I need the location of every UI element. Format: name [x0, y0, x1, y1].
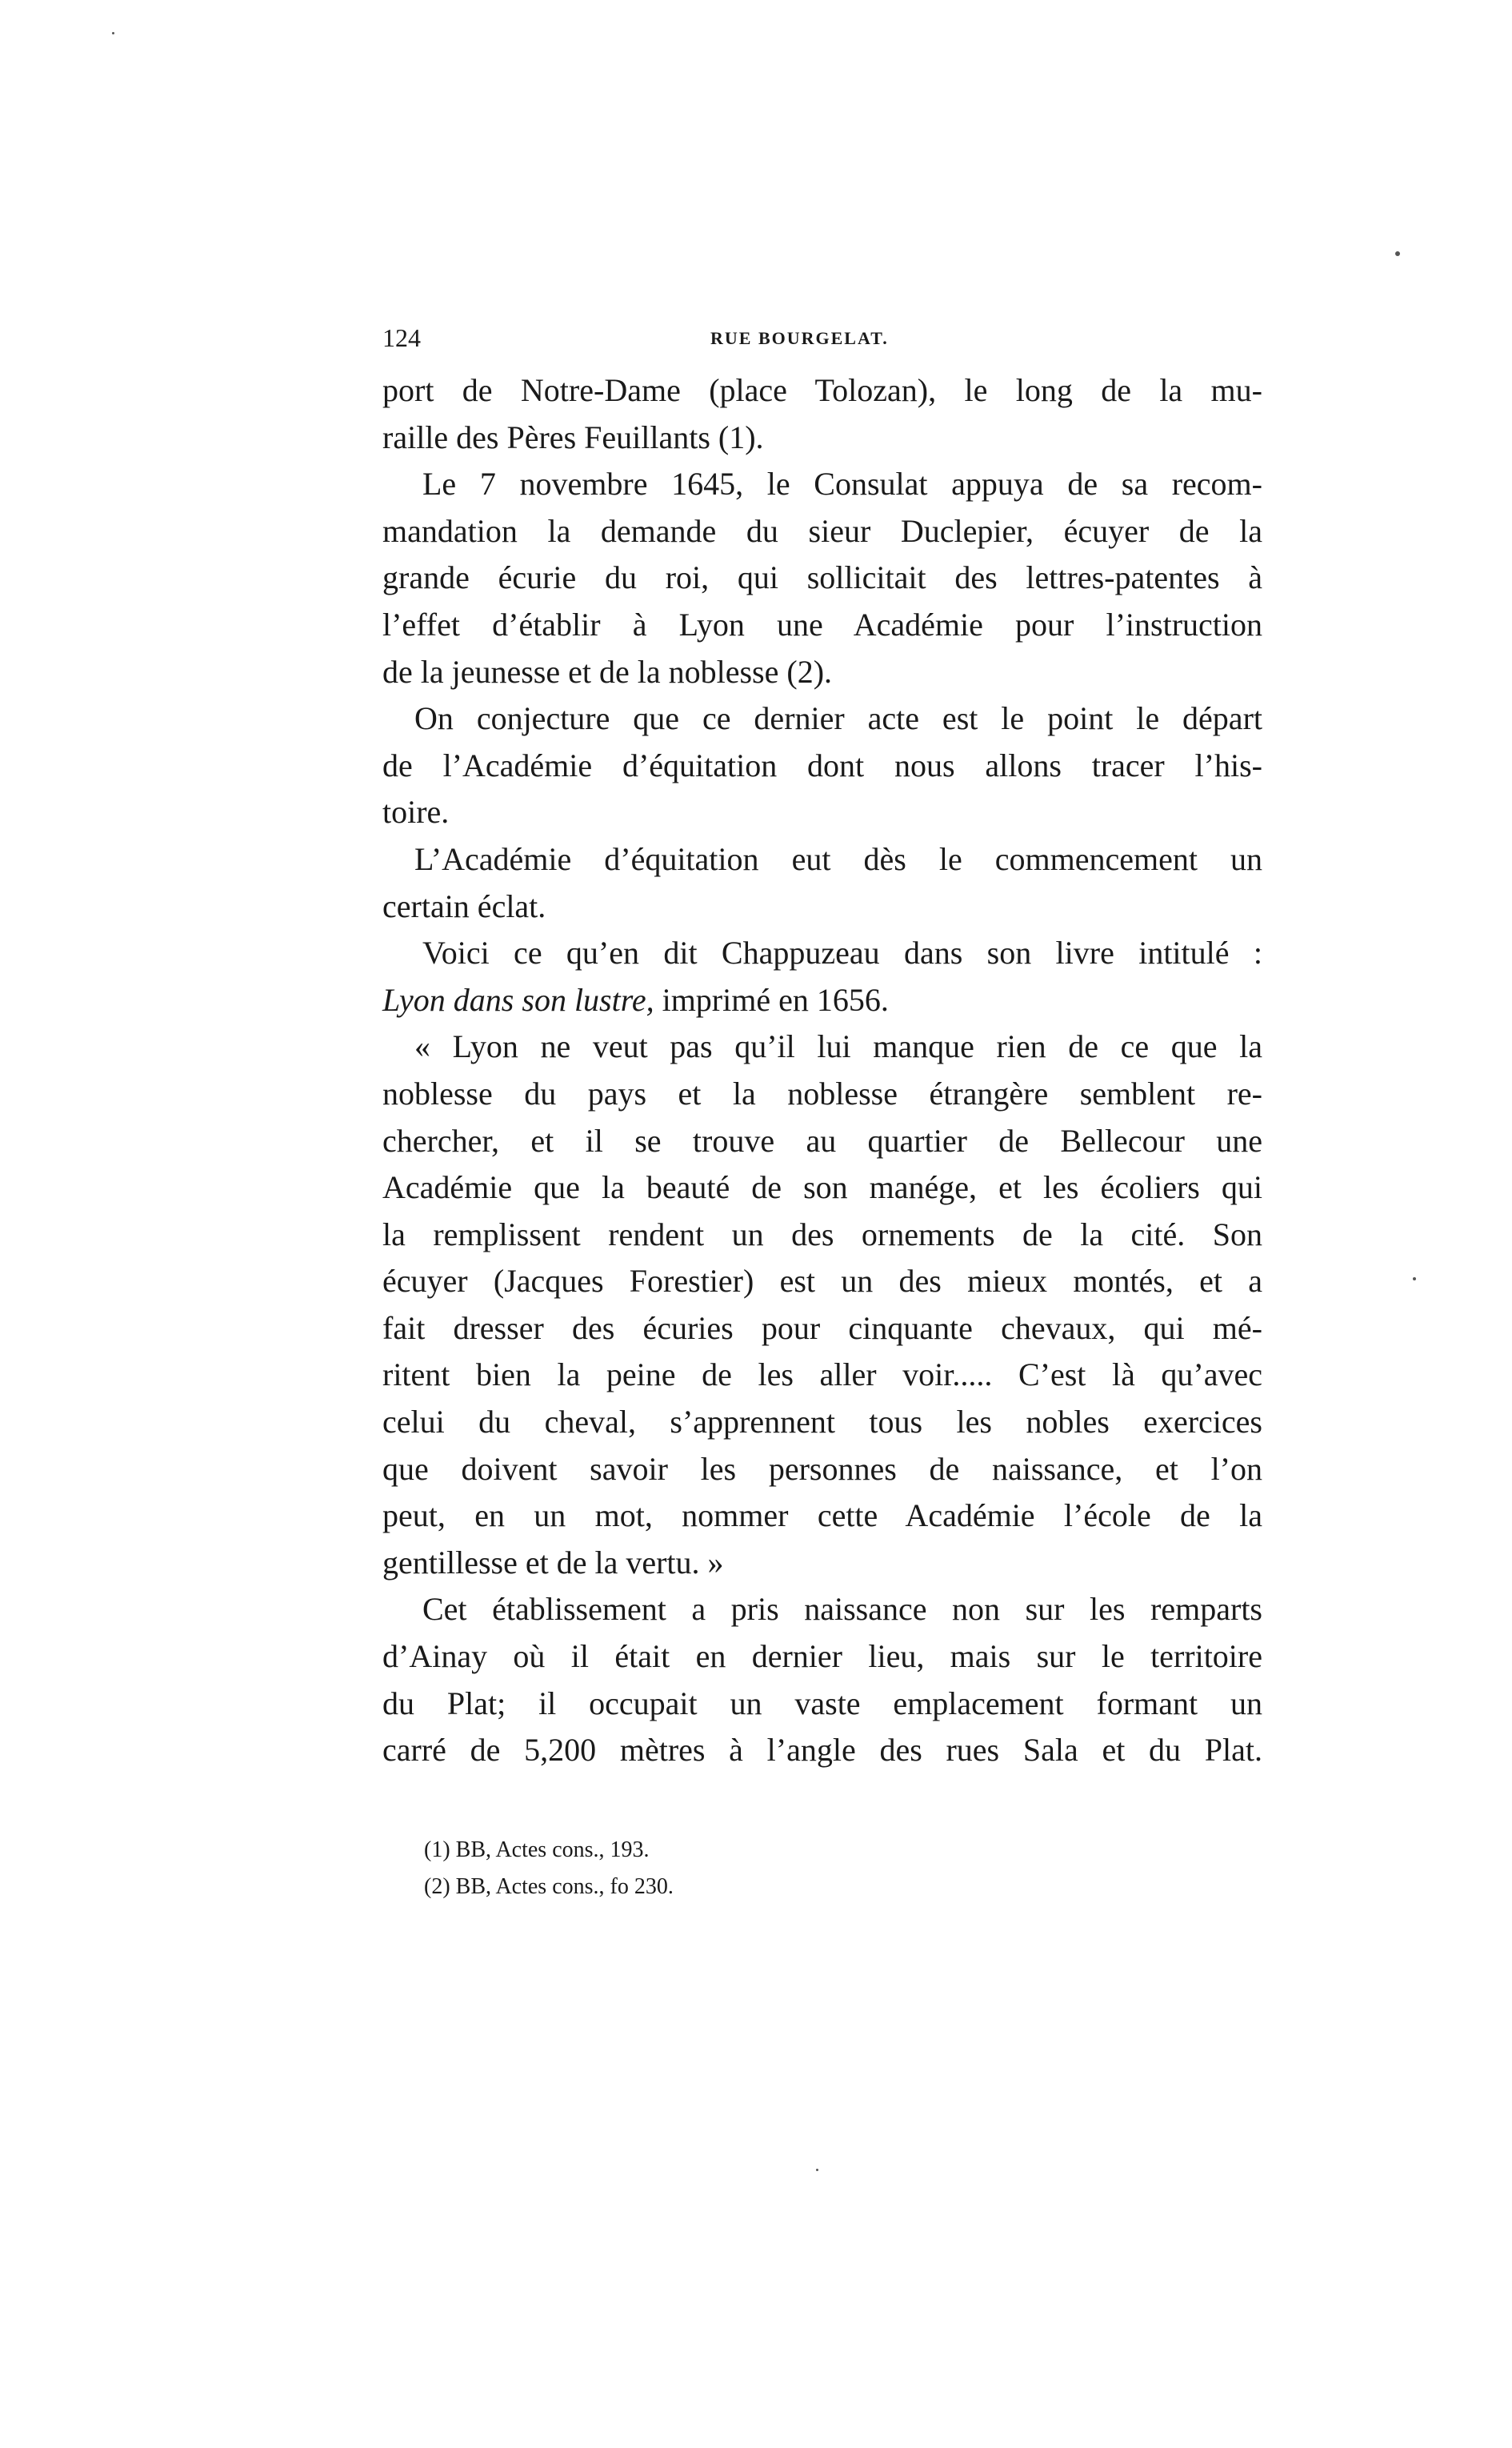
text-line: toire.: [382, 794, 450, 831]
text-line: Voici ce qu’en dit Chappuzeau dans son livre intitulé :: [422, 935, 1262, 972]
quote-line: peut, en un mot, nommer cette Académie l’école de la: [382, 1497, 1262, 1534]
quote-line: ritent bien la peine de les aller voir..... C’est là qu’avec: [382, 1356, 1262, 1393]
text-line: mandation la demande du sieur Duclepier, écuyer de la: [382, 512, 1262, 549]
quote-line: la remplissent rendent un des ornements de la cité. Son: [382, 1216, 1262, 1252]
body-text: [382, 367, 1262, 1774]
paper-speck: [112, 32, 114, 34]
quote-line: gentillesse et de la vertu. »: [382, 1544, 724, 1581]
quote-line: « Lyon ne veut pas qu’il lui manque rien de ce que la: [414, 1028, 1262, 1065]
quote-line: que doivent savoir les personnes de naissance, et l’on: [382, 1450, 1262, 1487]
paper-speck: [1395, 251, 1400, 256]
page-header: [382, 323, 1262, 355]
text-line: L’Académie d’équitation eut dès le commencement un: [414, 840, 1262, 877]
text-line: Le 7 novembre 1645, le Consulat appuya de sa recom-: [422, 466, 1262, 503]
quote-line: Académie que la beauté de son manége, et les écoliers qui: [382, 1169, 1262, 1206]
text-line: raille des Pères Feuillants (1).: [382, 419, 764, 455]
page-number: 124: [382, 323, 421, 352]
text-line: l’effet d’établir à Lyon une Académie pour l’instruction: [382, 606, 1262, 643]
quote-line: celui du cheval, s’apprennent tous les nobles exercices: [382, 1404, 1262, 1440]
paper-speck: [816, 2169, 818, 2171]
running-title: RUE BOURGELAT.: [710, 328, 889, 348]
text-line: du Plat; il occupait un vaste emplacement formant un: [382, 1685, 1262, 1721]
text-line: carré de 5,200 mètres à l’angle des rues Sala et du Plat.: [382, 1732, 1262, 1769]
text-line: de l’Académie d’équitation dont nous allons tracer l’his-: [382, 747, 1262, 783]
text-line: Cet établissement a pris naissance non sur les remparts: [422, 1591, 1262, 1628]
text-line: certain éclat.: [382, 887, 546, 924]
text-line: port de Notre-Dame (place Tolozan), le long de la mu-: [382, 372, 1262, 408]
quote-line: écuyer (Jacques Forestier) est un des mieux montés, et a: [382, 1263, 1262, 1300]
footnotes: [424, 1832, 984, 1905]
text-line: d’Ainay où il était en dernier lieu, mais sur le territoire: [382, 1638, 1262, 1675]
citation-line: [382, 977, 1262, 1024]
text-line: On conjecture que ce dernier acte est le point le départ: [414, 700, 1262, 737]
footnote: (2) BB, Actes cons., fo 230.: [424, 1874, 674, 1899]
text-line: de la jeunesse et de la noblesse (2).: [382, 653, 833, 690]
citation-date: imprimé en 1656.: [654, 981, 889, 1018]
footnote: (1) BB, Actes cons., 193.: [424, 1837, 650, 1862]
text-line: grande écurie du roi, qui sollicitait des lettres-patentes à: [382, 559, 1262, 596]
quote-line: fait dresser des écuries pour cinquante chevaux, qui mé-: [382, 1309, 1262, 1346]
quote-line: chercher, et il se trouve au quartier de Bellecour une: [382, 1122, 1262, 1159]
paper-speck: [1413, 1277, 1416, 1280]
quote-line: noblesse du pays et la noblesse étrangère semblent re-: [382, 1075, 1262, 1112]
book-title: Lyon dans son lustre,: [382, 981, 654, 1018]
